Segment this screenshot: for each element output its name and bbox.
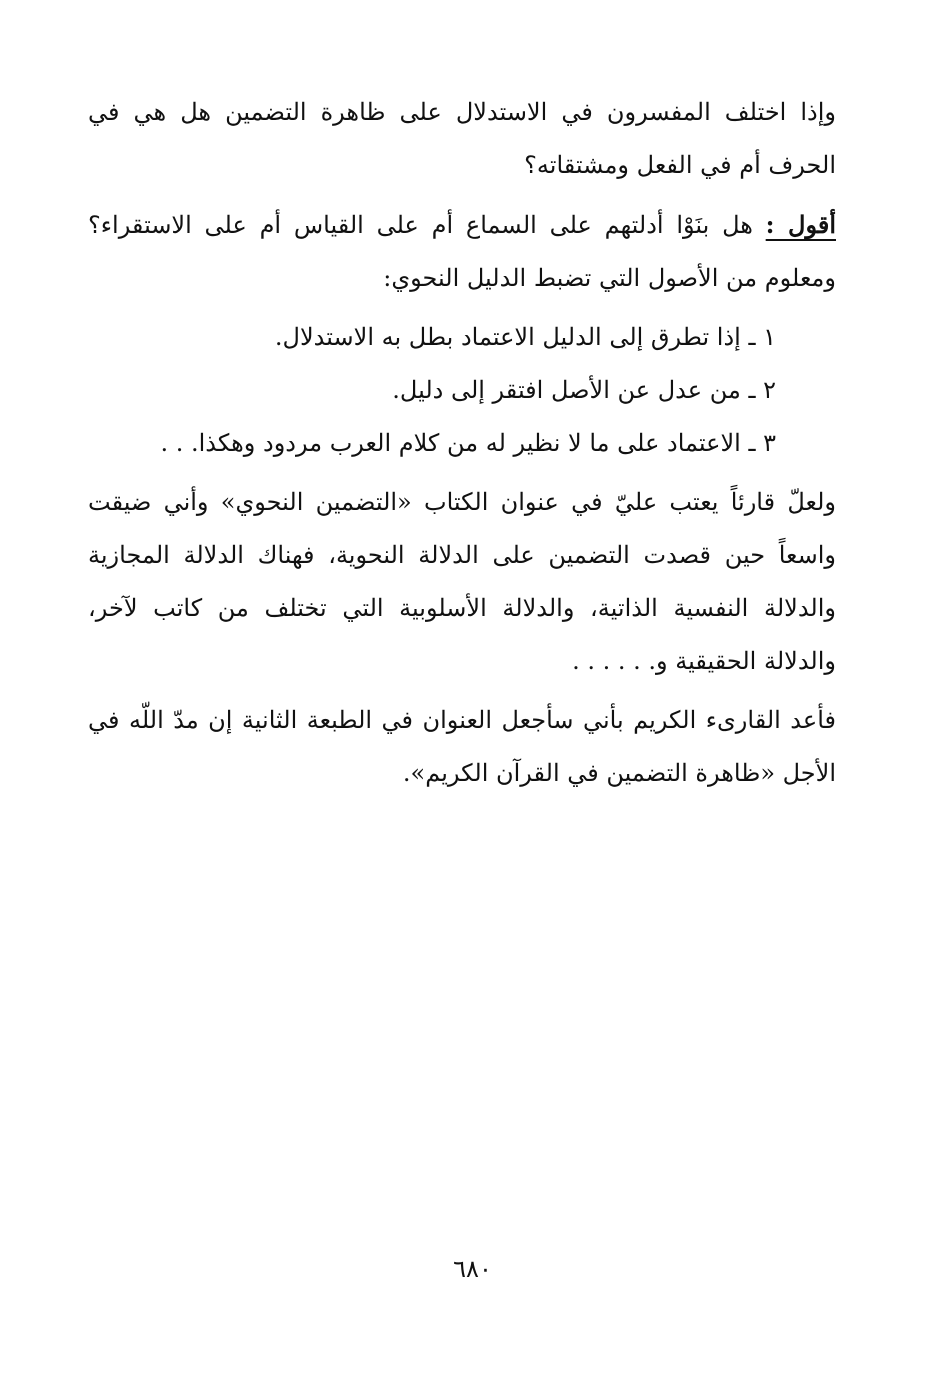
paragraph-4: فأعد القارىء الكريم بأني سأجعل العنوان في الطبعة الثانية إن مدّ اللّه في الأجل «ظاهرة التضمين في القرآن الكريم».: [88, 706, 836, 787]
paragraph-1: وإذا اختلف المفسرون في الاستدلال على ظاهرة التضمين هل هي في الحرف أم في الفعل ومشتقاته؟: [88, 98, 836, 179]
body-text: [88, 86, 836, 806]
page-number: ٦٨٠: [453, 1255, 492, 1283]
list-item-1: ١ ـ إذا تطرق إلى الدليل الاعتماد بطل به الاستدلال.: [274, 323, 776, 351]
paragraph-2: [88, 198, 836, 305]
list-item-3: ٣ ـ الاعتماد على ما لا نظير له من كلام العرب مردود وهكذا. . .: [160, 429, 776, 457]
list-item-2: ٢ ـ من عدل عن الأصل افتقر إلى دليل.: [392, 376, 776, 404]
paragraph-2-text: هل بنَوْا أدلتهم على السماع أم على القياس أم على الاستقراء؟ ومعلوم من الأصول التي تضبط الدليل النحوي:: [88, 211, 836, 292]
paragraph-3: ولعلّ قارئاً يعتب عليّ في عنوان الكتاب «التضمين النحوي» وأني ضيقت واسعاً حين قصدت التضمين على الدلالة النحوية، فهناك الدلالة المجازية والدلالة النفسية الذاتية، والدلالة الأسلوبية التي تختلف من كاتب لآخر، والدلالة الحقيقية و. . . . . .: [88, 488, 836, 675]
lead-word-aqul: أقول :: [765, 210, 836, 239]
